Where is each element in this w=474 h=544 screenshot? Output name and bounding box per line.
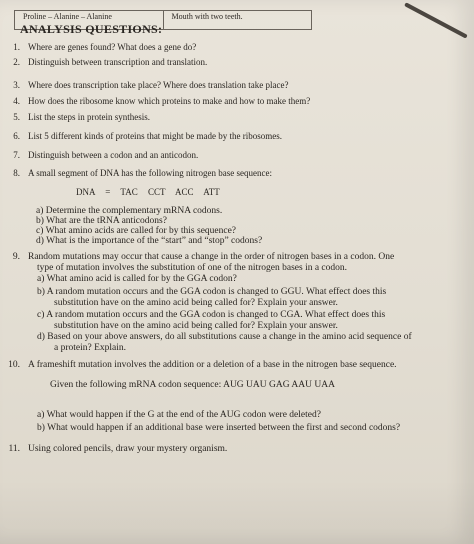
q9-part-b-cont: substitution have on the amino acid being called for? Explain your answer. [54, 298, 338, 308]
q8-part-a: a) Determine the complementary mRNA codons. [36, 206, 223, 216]
q9-part-c: c) A random mutation occurs and the GGA codon is changed to CGA. What effect does this [37, 310, 386, 320]
q9-part-c-cont: substitution have on the amino acid being called for? Explain your answer. [54, 321, 338, 331]
q9-part-b: b) A random mutation occurs and the GGA codon is changed to GGU. What effect does this [37, 287, 387, 297]
question-6: 6. List 5 different kinds of proteins that might be made by the ribosomes. [13, 131, 283, 141]
question-7: 7. Distinguish between a codon and an anticodon. [13, 150, 199, 160]
mrna-codon-sequence: Given the following mRNA codon sequence: AUG UAU GAG AAU UAA [50, 380, 335, 390]
q9-part-d: d) Based on your above answers, do all substitutions cause a change in the amino acid sequence of [37, 332, 412, 342]
question-5: 5. List the steps in protein synthesis. [13, 112, 150, 122]
q8-part-b: b) What are the tRNA anticodons? [36, 216, 167, 226]
q9-part-a: a) What amino acid is called for by the GGA codon? [37, 274, 237, 284]
header-cell-trait: Mouth with two teeth. [163, 11, 312, 29]
header-cell-amino-acids: Proline – Alanine – Alanine [23, 12, 112, 21]
question-3: 3. Where does transcription take place? Where does translation take place? [13, 80, 289, 90]
page-title: ANALYSIS QUESTIONS: [20, 22, 163, 36]
question-4: 4. How does the ribosome know which proteins to make and how to make them? [13, 96, 311, 106]
pen-icon [404, 2, 468, 38]
dna-sequence: DNA = TAC CCT ACC ATT [76, 187, 220, 197]
q10-part-b: b) What would happen if an additional base were inserted between the first and second codons? [37, 423, 401, 433]
question-8: 8. A small segment of DNA has the following nitrogen base sequence: [13, 168, 272, 178]
q10-part-a: a) What would happen if the G at the end of the AUG codon were deleted? [37, 410, 321, 420]
q9-part-d-cont: a protein? Explain. [54, 343, 127, 353]
q8-part-d: d) What is the importance of the “start” and “stop” codons? [36, 236, 263, 246]
q8-part-c: c) What amino acids are called for by this sequence? [36, 226, 237, 236]
page-shadow [0, 480, 474, 544]
question-9-line2: type of mutation involves the substitution of one of the nitrogen bases in a codon. [37, 263, 348, 273]
question-9: 9. Random mutations may occur that cause a change in the order of nitrogen bases in a codon. One [12, 252, 395, 262]
question-1: 1. Where are genes found? What does a gene do? [13, 42, 197, 52]
question-11: 11. Using colored pencils, draw your mystery organism. [8, 444, 228, 454]
question-10: 10. A frameshift mutation involves the addition or a deletion of a base in the nitrogen base sequence. [8, 360, 397, 370]
question-2: 2. Distinguish between transcription and translation. [13, 57, 208, 67]
